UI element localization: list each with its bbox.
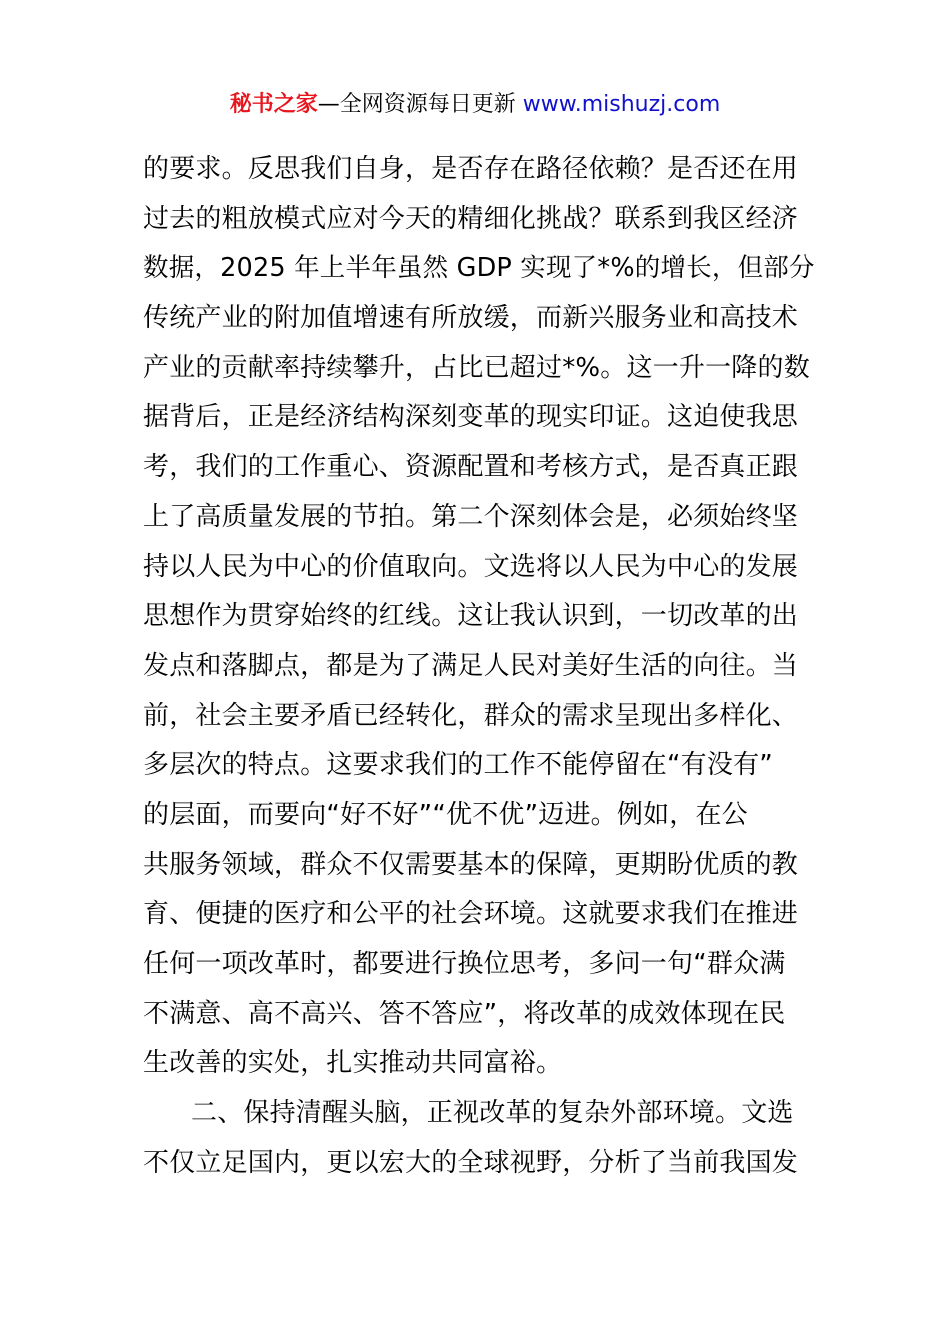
- section-heading-line: 二、保持清醒头脑，正视改革的复杂外部环境。文选: [191, 1098, 794, 1129]
- text-line: 生改善的实处，扎实推动共同富裕。: [143, 1048, 563, 1079]
- header-site-link[interactable]: www.mishuzj.com: [522, 92, 721, 117]
- text-line: 前，社会主要矛盾已经转化，群众的需求呈现出多样化、: [143, 700, 799, 731]
- text-line: 思想作为贯穿始终的红线。这让我认识到，一切改革的出: [143, 601, 799, 632]
- page-header: [0, 88, 950, 122]
- text-line: 考，我们的工作重心、资源配置和考核方式，是否真正跟: [143, 452, 799, 483]
- text-line: 的要求。反思我们自身，是否存在路径依赖？是否还在用: [143, 154, 799, 184]
- text-line: 不满意、高不高兴、答不答应”，将改革的成效体现在民: [143, 998, 786, 1029]
- text-line: 上了高质量发展的节拍。第二个深刻体会是，必须始终坚: [143, 501, 799, 532]
- document-body: [143, 145, 815, 1188]
- text-line: 发点和落脚点，都是为了满足人民对美好生活的向往。当: [143, 650, 799, 681]
- text-line: 多层次的特点。这要求我们的工作不能停留在“有没有”: [143, 750, 773, 781]
- text-line: 过去的粗放模式应对今天的精细化挑战？联系到我区经济: [143, 203, 799, 234]
- text-line: 任何一项改革时，都要进行换位思考，多问一句“群众满: [143, 949, 786, 979]
- text-line: 育、便捷的医疗和公平的社会环境。这就要求我们在推进: [143, 899, 799, 930]
- header-brand: 秘书之家: [229, 92, 318, 117]
- header-tagline: —全网资源每日更新: [317, 92, 523, 117]
- text-line: 据背后，正是经济结构深刻变革的现实印证。这迫使我思: [143, 402, 799, 433]
- text-line: 持以人民为中心的价值取向。文选将以人民为中心的发展: [143, 551, 799, 582]
- text-line: 的层面，而要向“好不好”“优不优”迈进。例如，在公: [143, 799, 748, 830]
- text-line: 传统产业的附加值增速有所放缓，而新兴服务业和高技术: [143, 303, 799, 334]
- text-line: 数据，2025 年上半年虽然 GDP 实现了*%的增长，但部分: [143, 253, 815, 284]
- text-line: 产业的贡献率持续攀升，占比已超过*%。这一升一降的数: [143, 352, 810, 383]
- text-line: 不仅立足国内，更以宏大的全球视野，分析了当前我国发: [143, 1147, 799, 1178]
- text-line: 共服务领域，群众不仅需要基本的保障，更期盼优质的教: [143, 849, 799, 880]
